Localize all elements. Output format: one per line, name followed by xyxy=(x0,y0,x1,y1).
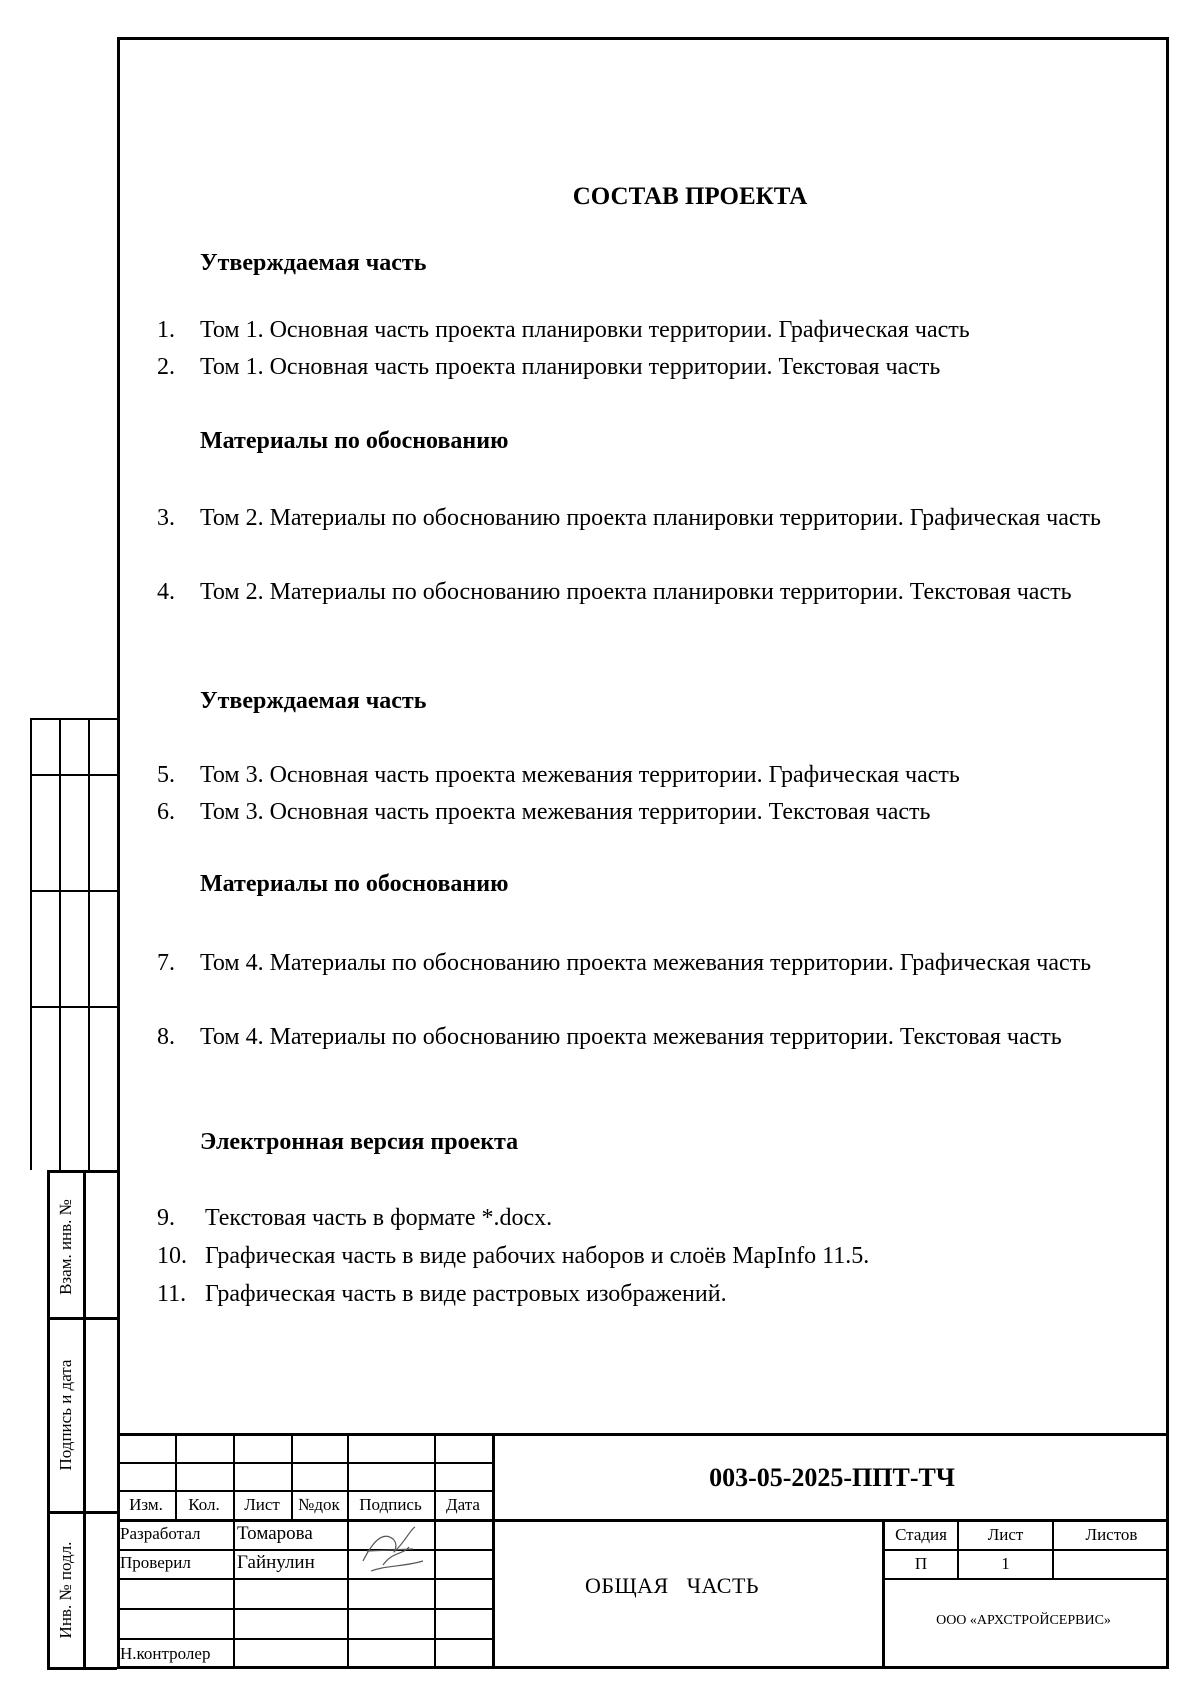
value-stadiya: П xyxy=(914,1554,928,1573)
item-number: 3. xyxy=(157,505,175,531)
item-text: Том 3. Основная часть проекта межевания территории. Текстовая часть xyxy=(200,799,931,825)
document-code: 003-05-2025-ППТ-ТЧ xyxy=(709,1463,955,1492)
col-podpis: Подпись xyxy=(359,1495,422,1514)
side-stamp xyxy=(47,1170,117,1670)
header-listov: Листов xyxy=(1085,1525,1138,1544)
item-number: 7. xyxy=(157,950,175,976)
item-number: 6. xyxy=(157,799,175,825)
header-list: Лист xyxy=(987,1525,1024,1544)
item-text: Графическая часть в виде растровых изображений. xyxy=(205,1281,727,1307)
col-izm: Изм. xyxy=(129,1495,163,1514)
item-text: Том 1. Основная часть проекта планировки территории. Текстовая часть xyxy=(200,354,941,380)
title-block xyxy=(117,1433,1169,1669)
item-number: 8. xyxy=(157,1024,175,1050)
list-item xyxy=(157,500,1147,574)
item-number: 9. xyxy=(157,1205,175,1231)
item-text: Том 4. Материалы по обоснованию проекта межевания территории. Текстовая часть xyxy=(200,1024,1062,1050)
col-list: Лист xyxy=(244,1495,280,1514)
section-heading: Утверждаемая часть xyxy=(200,688,427,714)
col-kol: Кол. xyxy=(188,1495,220,1514)
section-name: ОБЩАЯ ЧАСТЬ xyxy=(584,1573,760,1598)
signature-image xyxy=(353,1521,433,1579)
drawing-frame xyxy=(117,37,1169,1669)
item-number: 10. xyxy=(157,1243,187,1269)
name-proveril: Гайнулин xyxy=(237,1552,315,1573)
name-razrabotal: Томарова xyxy=(237,1523,313,1544)
role-razrabotal: Разработал xyxy=(120,1524,201,1543)
section-heading: Материалы по обоснованию xyxy=(200,871,509,897)
section-heading: Электронная версия проекта xyxy=(200,1129,519,1155)
list-item xyxy=(157,574,1147,648)
header-stadiya: Стадия xyxy=(895,1525,947,1544)
role-proveril: Проверил xyxy=(120,1553,191,1572)
item-number: 5. xyxy=(157,762,175,788)
col-ndok: №док xyxy=(298,1495,340,1514)
label-vzam-inv: Взам. инв. № xyxy=(56,1199,75,1295)
item-text: Том 4. Материалы по обоснованию проекта межевания территории. Графическая часть xyxy=(200,950,1092,976)
list-item xyxy=(157,1019,1147,1093)
item-number: 2. xyxy=(157,354,175,380)
side-grid xyxy=(30,718,117,1170)
item-text: Том 1. Основная часть проекта планировки территории. Графическая часть xyxy=(200,317,970,343)
item-text: Том 2. Материалы по обоснованию проекта планировки территории. Текстовая часть xyxy=(200,579,1072,605)
label-podpis-data: Подпись и дата xyxy=(56,1359,75,1471)
item-text: Текстовая часть в формате *.docx. xyxy=(205,1205,553,1231)
col-data: Дата xyxy=(446,1495,480,1514)
section-heading: Материалы по обоснованию xyxy=(200,428,509,454)
label-inv-podl: Инв. № подл. xyxy=(56,1541,75,1639)
list-item xyxy=(157,945,1147,1019)
item-text: Графическая часть в виде рабочих наборов и слоёв MapInfo 11.5. xyxy=(205,1243,870,1269)
section-heading: Утверждаемая часть xyxy=(200,250,427,276)
role-kontroler: Н.контролер xyxy=(120,1644,211,1663)
item-text: Том 3. Основная часть проекта межевания территории. Графическая часть xyxy=(200,762,960,788)
item-text: Том 2. Материалы по обоснованию проекта планировки территории. Графическая часть xyxy=(200,505,1101,531)
item-number: 4. xyxy=(157,579,175,605)
organization-name: ООО «АРХСТРОЙСЕРВИС» xyxy=(936,1613,1111,1628)
document-title: СОСТАВ ПРОЕКТА xyxy=(572,183,808,210)
value-list: 1 xyxy=(1001,1554,1010,1573)
item-number: 11. xyxy=(157,1281,187,1307)
item-number: 1. xyxy=(157,317,175,343)
